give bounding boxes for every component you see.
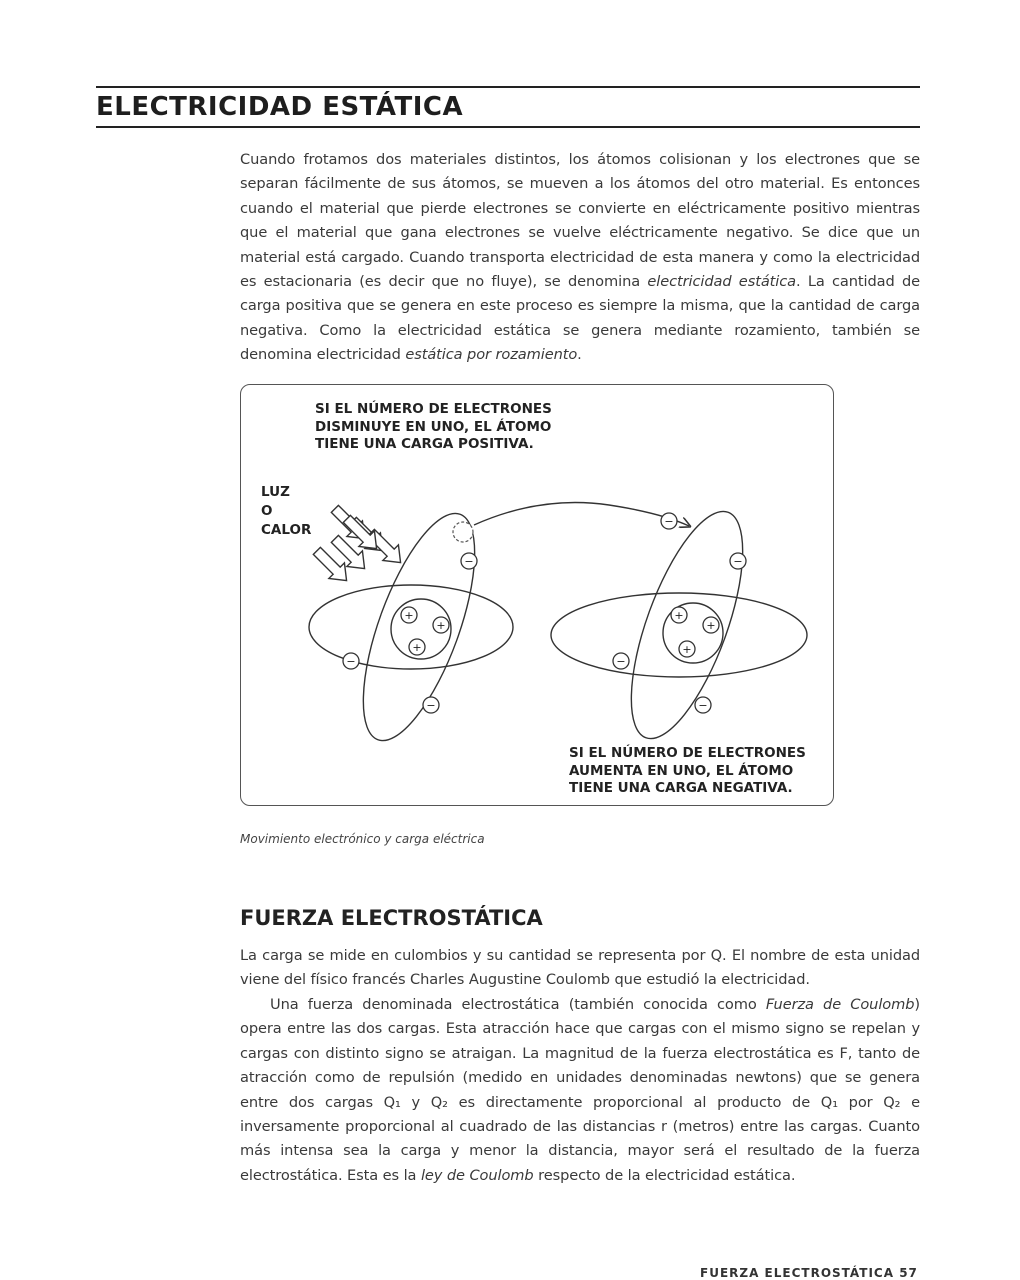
electron-left-2 — [343, 653, 359, 669]
subsection-title: FUERZA ELECTROSTÁTICA — [240, 906, 543, 930]
coulomb-paragraph-1: La carga se mide en culombios y su cantidad se representa por Q. El nombre de esta unidad viene del físico francés Charles Augustine Coulomb que estudió la electricidad. — [240, 947, 920, 989]
svg-text:−: − — [346, 655, 356, 668]
proton-left-2 — [433, 617, 449, 633]
electron-transfer-arrow — [474, 503, 689, 527]
light-arrows-icon — [309, 501, 408, 588]
svg-text:+: + — [404, 609, 414, 622]
svg-text:−: − — [426, 699, 436, 712]
electron-right-3 — [695, 697, 711, 713]
svg-text:−: − — [616, 655, 626, 668]
running-footer: FUERZA ELECTROSTÁTICA 57 — [700, 1266, 918, 1280]
header-rule-top — [96, 86, 920, 88]
svg-text:−: − — [464, 555, 474, 568]
atom-diagram — [241, 385, 835, 807]
header-rule-bottom — [96, 126, 920, 128]
svg-text:+: + — [412, 641, 422, 654]
electron-left-1 — [461, 553, 477, 569]
term-ley-de-coulomb: ley de Coulomb — [420, 1166, 534, 1184]
svg-text:+: + — [682, 643, 692, 656]
atom-diagram-frame — [240, 384, 834, 806]
electron-right-1 — [730, 553, 746, 569]
svg-text:+: + — [436, 619, 446, 632]
intro-paragraph: Cuando frotamos dos materiales distintos, los átomos colisionan y los electrones que se separan fácilmente de sus átomos, se mueven a los átomos del otro material. Es entonces cuando el material que pierde electrones se convierte en eléctricamente positivo mientras que el material que gana electrones se vuelve eléctricamente negativo. Se dice que un material está cargado. Cuando transporta electricidad de esta manera y como la electricidad es estacionaria (es decir que no fluye), se denomina electricidad estática. La cantidad de carga positiva que se genera en este proceso es siempre la misma, que la cantidad de carga negativa. Como la electricidad estática se genera mediante rozamiento, también se denomina electricidad estática por rozamiento. — [240, 151, 920, 364]
electron-left-3 — [423, 697, 439, 713]
figure-caption: Movimiento electrónico y carga eléctrica — [240, 832, 485, 846]
proton-right-2 — [703, 617, 719, 633]
svg-text:−: − — [698, 699, 708, 712]
coulomb-paragraph-2: Una fuerza denominada electrostática (también conocida como Fuerza de Coulomb) opera entre las dos cargas. Esta atracción hace que cargas con el mismo signo se repelan y cargas con distinto signo se atraigan. La magnitud de la fuerza electrostática es F, tanto de atracción como de repulsión (medido en unidades denominadas newtons) que se genera entre dos cargas Q₁ y Q₂ es directamente proporcional al producto de Q₁ por Q₂ e inversamente proporcional al cuadrado de las distancias r (metros) entre las cargas. Cuanto más intensa sea la carga y menor la distancia, mayor será el resultado de la fuerza electrostática. Esta es la ley de Coulomb respecto de la electricidad estática. — [240, 996, 920, 1184]
atom-right-negative — [551, 499, 807, 752]
section-title: ELECTRICIDAD ESTÁTICA — [96, 92, 464, 122]
svg-text:−: − — [733, 555, 743, 568]
term-fuerza-de-coulomb: Fuerza de Coulomb — [765, 996, 915, 1013]
svg-text:−: − — [664, 515, 674, 528]
electron-right-2 — [613, 653, 629, 669]
term-electricidad-estatica: electricidad estática — [647, 273, 796, 291]
callout-positive-charge: SI EL NÚMERO DE ELECTRONES DISMINUYE EN UNO, EL ÁTOMO TIENE UNA CARGA POSITIVA. — [315, 401, 552, 452]
svg-text:+: + — [706, 619, 716, 632]
proton-left-1 — [401, 607, 417, 623]
proton-left-3 — [409, 639, 425, 655]
callout-negative-charge: SI EL NÚMERO DE ELECTRONES AUMENTA EN UNO, EL ÁTOMO TIENE UNA CARGA NEGATIVA. — [569, 745, 806, 796]
atom-left-vacancy — [453, 522, 473, 542]
electron-transferred — [661, 513, 677, 529]
term-estatica-por-rozamiento: estática por rozamiento — [405, 346, 578, 364]
proton-right-3 — [679, 641, 695, 657]
svg-text:+: + — [674, 609, 684, 622]
proton-right-1 — [671, 607, 687, 623]
light-or-heat-label: LUZ O CALOR — [261, 484, 312, 538]
